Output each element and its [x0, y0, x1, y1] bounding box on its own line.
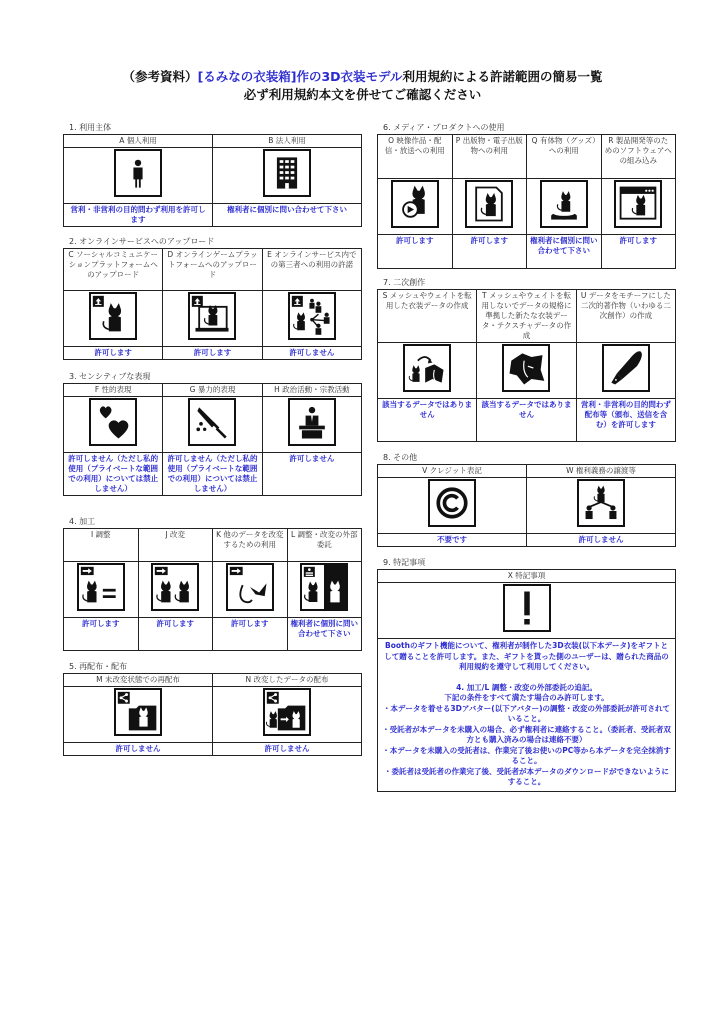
figure-goods-icon — [540, 180, 588, 228]
section-label: 7. 二次創作 — [383, 278, 426, 287]
document-title — [0, 68, 725, 104]
special-notes-table — [377, 569, 676, 792]
media-products-table — [377, 134, 676, 269]
icon-cell-w — [527, 478, 676, 534]
icon-cell-s — [378, 343, 477, 399]
item-head-g: G 暴力的表現 — [163, 384, 262, 397]
upload-game-icon — [188, 292, 236, 340]
adjust-icon — [77, 563, 125, 611]
icon-cell-l — [287, 562, 362, 618]
podium-icon — [288, 398, 336, 446]
section-label: 5. 再配布・配布 — [69, 662, 128, 671]
item-head-n: N 改変したデータの配布 — [213, 674, 362, 687]
item-result-q: 権利者に個別に問い合わせて下さい — [527, 235, 602, 269]
item-result-e: 許可しません — [262, 347, 361, 360]
item-head-s: S メッシュやウェイトを転用した衣装データの作成 — [378, 290, 477, 343]
derivative-works-table — [377, 289, 676, 442]
item-head-r: R 製品開発等のためのソフトウェアへの組み込み — [601, 135, 676, 179]
modify-icon — [151, 563, 199, 611]
icon-cell-j — [138, 562, 213, 618]
item-result-b: 権利者に個別に問い合わせて下さい — [213, 204, 362, 227]
item-head-w: W 権利義務の譲渡等 — [527, 465, 676, 478]
item-result-c: 許可します — [64, 347, 163, 360]
outsourcing-note-item: ・受託者が本データを未購入の場合、必ず権利者に連絡すること。（委託者、受託者双方とも購入済みの場合は連絡不要） — [382, 724, 671, 744]
publication-icon — [465, 180, 513, 228]
item-result-s: 該当するデータではありません — [378, 399, 477, 442]
section-label: 4. 加工 — [69, 517, 96, 526]
icon-cell-k — [213, 562, 288, 618]
section-derivative-works — [377, 277, 676, 442]
processing-table — [63, 528, 362, 651]
item-head-l: L 調整・改変の外部委託 — [287, 529, 362, 562]
icon-cell-g — [163, 397, 262, 453]
item-result-f: 許可しません（ただし私的使用（プライベートな範囲での利用）については禁止しません） — [64, 453, 163, 496]
section-label: 8. その他 — [383, 453, 418, 462]
redistribution-table — [63, 673, 362, 756]
upload-share-icon — [288, 292, 336, 340]
section-special-notes — [377, 557, 676, 792]
section-label: 9. 特記事項 — [383, 558, 426, 567]
mesh-reuse-icon — [403, 344, 451, 392]
icon-cell-d — [163, 291, 262, 347]
item-head-j: J 改変 — [138, 529, 213, 562]
item-head-d: D オンラインゲームプラットフォームへのアップロード — [163, 249, 262, 291]
section-label: 3. センシティブな表現 — [69, 372, 151, 381]
special-notes-body — [378, 639, 676, 792]
title-prefix: （参考資料） — [122, 69, 198, 84]
item-head-i: I 調整 — [64, 529, 139, 562]
online-upload-table — [63, 248, 362, 360]
section-other — [377, 452, 676, 547]
item-result-w: 許可しません — [527, 534, 676, 547]
pen-icon — [602, 344, 650, 392]
item-head-o: O 映像作品・配信・放送への利用 — [378, 135, 453, 179]
item-result-o: 許可します — [378, 235, 453, 269]
icon-cell-q — [527, 179, 602, 235]
item-result-n: 許可しません — [213, 743, 362, 756]
other-table — [377, 464, 676, 547]
item-result-g: 許可しません（ただし私的使用（プライベートな範囲での利用）については禁止しません） — [163, 453, 262, 496]
outsourcing-note — [378, 675, 675, 791]
redistribute-icon — [114, 688, 162, 736]
icon-cell-a — [64, 148, 213, 204]
video-icon — [391, 180, 439, 228]
outsourcing-note-condition: 下記の条件をすべて満たす場合のみ許可します。 — [444, 693, 609, 702]
upload-social-icon — [89, 292, 137, 340]
section-online-upload — [63, 236, 362, 360]
icon-cell-u — [576, 343, 675, 399]
icon-cell-p — [452, 179, 527, 235]
item-head-b: B 法人利用 — [213, 135, 362, 148]
exclamation-icon — [503, 584, 551, 632]
section-processing — [63, 516, 362, 651]
item-result-j: 許可します — [138, 618, 213, 651]
title-product-name: [るみなの衣装箱]作の3D衣装モデル — [197, 69, 403, 84]
section-label: 6. メディア・プロダクトへの使用 — [383, 123, 505, 132]
title-line-2: 必ず利用規約本文を併せてご確認ください — [243, 87, 482, 102]
item-head-t: T メッシュやウェイトを転用しないでデータの規格に準拠した新たな衣装データ・テクスチャデータの作成 — [477, 290, 576, 343]
item-head-q: Q 有体物（グッズ）への利用 — [527, 135, 602, 179]
section-media-products — [377, 122, 676, 269]
icon-cell-c — [64, 291, 163, 347]
item-result-t: 該当するデータではありません — [477, 399, 576, 442]
item-result-r: 許可します — [601, 235, 676, 269]
icon-cell-f — [64, 397, 163, 453]
icon-cell-r — [601, 179, 676, 235]
icon-cell-o — [378, 179, 453, 235]
outsourcing-note-item: ・本データを未購入の受託者は、作業完了後お使いのPC等から本データを完全抹消すること。 — [382, 745, 671, 765]
icon-cell-n — [213, 687, 362, 743]
hearts-icon — [89, 398, 137, 446]
transfer-icon — [577, 479, 625, 527]
section-label: 1. 利用主体 — [69, 123, 112, 132]
item-head-k: K 他のデータを改変するための利用 — [213, 529, 288, 562]
title-line-1 — [0, 68, 725, 86]
item-result-h: 許可しません — [262, 453, 361, 496]
person-icon — [114, 149, 162, 197]
item-head-v: V クレジット表記 — [378, 465, 527, 478]
item-result-k: 許可します — [213, 618, 288, 651]
outsourcing-note-item: ・委託者は受託者の作業完了後、受託者が本データのダウンロードができないようにすること。 — [384, 766, 669, 786]
item-head-h: H 政治活動・宗教活動 — [262, 384, 361, 397]
icon-cell-b — [213, 148, 362, 204]
distribute-modified-icon — [263, 688, 311, 736]
section-redistribution — [63, 661, 362, 756]
section-sensitive-expression — [63, 371, 362, 496]
item-head-c: C ソーシャルコミュニケーションプラットフォームへのアップロード — [64, 249, 163, 291]
item-head-x: X 特記事項 — [378, 570, 676, 583]
title-suffix: 利用規約による許諾範囲の簡易一覧 — [402, 69, 603, 84]
item-result-m: 許可しません — [64, 743, 213, 756]
gift-note: Boothのギフト機能について、権利者が制作した3D衣装(以下本データ)をギフトとして贈ることを許可します。また、ギフトを貰った側のユーザーは、贈られた商品の利用規約を遵守して利用してください。 — [384, 641, 669, 671]
item-result-l: 権利者に個別に問い合わせて下さい — [287, 618, 362, 651]
item-head-a: A 個人利用 — [64, 135, 213, 148]
item-result-u: 営利・非営利の目的問わず配布等（頒布、送信を含む）を許可します — [576, 399, 675, 442]
icon-cell-h — [262, 397, 361, 453]
item-result-i: 許可します — [64, 618, 139, 651]
reuse-icon — [226, 563, 274, 611]
building-icon — [263, 149, 311, 197]
usage-subject-table — [63, 134, 362, 227]
software-icon — [614, 180, 662, 228]
item-head-f: F 性的表現 — [64, 384, 163, 397]
item-result-d: 許可します — [163, 347, 262, 360]
item-head-m: M 未改変状態での再配布 — [64, 674, 213, 687]
item-head-e: E オンラインサービス内での第三者への利用の許諾 — [262, 249, 361, 291]
icon-cell-v — [378, 478, 527, 534]
knife-icon — [188, 398, 236, 446]
icon-cell-i — [64, 562, 139, 618]
section-usage-subject — [63, 122, 362, 227]
item-head-p: P 出版物・電子出版物への利用 — [452, 135, 527, 179]
copyright-icon — [428, 479, 476, 527]
item-result-v: 不要です — [378, 534, 527, 547]
icon-cell-t — [477, 343, 576, 399]
icon-cell-e — [262, 291, 361, 347]
sensitive-expression-table — [63, 383, 362, 496]
new-costume-icon — [502, 344, 550, 392]
item-head-u: U データをモチーフにした二次的著作物（いわゆる二次創作）の作成 — [576, 290, 675, 343]
icon-cell-m — [64, 687, 213, 743]
outsourcing-note-heading: 4. 加工/L 調整・改変の外部委託の追記。 — [456, 682, 597, 692]
item-result-p: 許可します — [452, 235, 527, 269]
outsource-icon — [300, 563, 348, 611]
outsourcing-note-item: ・本データを着せる3Dアバター(以下アバター)の調整・改変の外部委託が許可されていること。 — [382, 703, 671, 723]
section-label: 2. オンラインサービスへのアップロード — [69, 237, 215, 246]
item-result-a: 営利・非営利の目的問わず利用を許可します — [64, 204, 213, 227]
icon-cell-x — [378, 583, 676, 639]
